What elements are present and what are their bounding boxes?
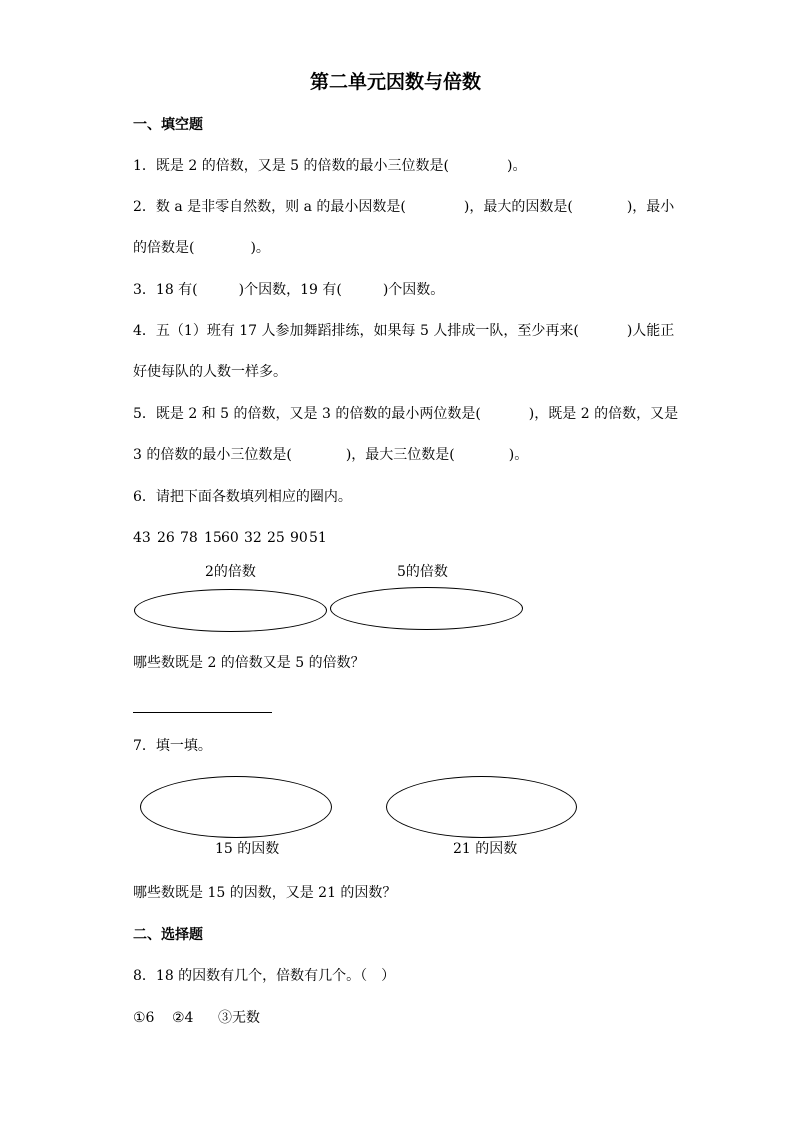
- question-5: [133, 406, 678, 422]
- number-item: 43: [133, 530, 151, 546]
- question-3-mid: )个因数，19 有(: [238, 282, 342, 298]
- question-5-end: )。: [508, 447, 529, 463]
- section-heading-multiple-choice: 二、选择题: [133, 927, 203, 943]
- question-4: [133, 323, 674, 339]
- question-2-end: )。: [250, 240, 270, 256]
- number-item: 51: [309, 530, 327, 546]
- number-item: 26: [157, 530, 175, 546]
- factors-of-15-circle[interactable]: [140, 776, 332, 838]
- page-title: 第二单元因数与倍数: [310, 71, 482, 93]
- question-3-end: )个因数。: [382, 282, 445, 298]
- question-4-text: 4．五（1）班有 17 人参加舞蹈排练，如果每 5 人排成一队，至少再来(: [133, 323, 579, 339]
- option-2[interactable]: ②4: [172, 1010, 194, 1026]
- ellipse-label-factors-of-21: 21 的因数: [453, 841, 518, 857]
- question-5-mid-2: )，最大三位数是(: [345, 447, 455, 463]
- number-item: 60: [221, 530, 239, 546]
- question-7: 7．填一填。: [133, 738, 212, 754]
- question-5-text: 5．既是 2 和 5 的倍数，又是 3 的倍数的最小两位数是(: [133, 406, 481, 422]
- number-item: 15: [204, 530, 222, 546]
- question-1-end: )。: [506, 158, 527, 174]
- ellipse-label-multiples-of-5: 5的倍数: [397, 564, 448, 580]
- question-5-mid: )，既是 2 的倍数，又是: [528, 406, 679, 422]
- question-1: [133, 158, 526, 174]
- question-5-line-2: [133, 447, 528, 463]
- question-2-mid: )，最大的因数是(: [463, 199, 573, 215]
- question-4-line-2: 好使每队的人数一样多。: [133, 364, 287, 380]
- ellipse-label-multiples-of-2: 2的倍数: [205, 564, 256, 580]
- question-7-followup: 哪些数既是 15 的因数，又是 21 的因数？: [133, 885, 397, 901]
- ellipse-label-factors-of-15: 15 的因数: [215, 841, 280, 857]
- question-6: 6．请把下面各数填列相应的圈内。: [133, 489, 352, 505]
- number-item: 90: [290, 530, 308, 546]
- question-2-cont: 的倍数是(: [133, 240, 195, 256]
- question-8: 8．18 的因数有几个，倍数有几个。（ ）: [133, 968, 396, 984]
- option-1[interactable]: ①6: [133, 1010, 155, 1026]
- question-2-line-2: [133, 240, 270, 256]
- question-2-text: 2．数 a 是非零自然数，则 a 的最小因数是(: [133, 199, 406, 215]
- question-3-text: 3．18 有(: [133, 282, 198, 298]
- question-2-tail: )，最小: [626, 199, 675, 215]
- question-4-tail: )人能正: [626, 323, 675, 339]
- question-1-text: 1．既是 2 的倍数，又是 5 的倍数的最小三位数是(: [133, 158, 449, 174]
- question-2: [133, 199, 674, 215]
- number-item: 25: [267, 530, 285, 546]
- number-item: 78: [180, 530, 198, 546]
- factors-of-21-circle[interactable]: [386, 776, 577, 838]
- question-6-followup: 哪些数既是 2 的倍数又是 5 的倍数？: [133, 655, 365, 671]
- multiples-of-5-circle[interactable]: [330, 587, 523, 630]
- section-heading-fill-in: 一、填空题: [133, 117, 203, 133]
- question-5-cont: 3 的倍数的最小三位数是(: [133, 447, 292, 463]
- option-3[interactable]: ③无数: [218, 1010, 260, 1026]
- answer-line[interactable]: [133, 712, 272, 713]
- question-3: [133, 282, 444, 298]
- number-item: 32: [244, 530, 262, 546]
- multiples-of-2-circle[interactable]: [134, 589, 327, 632]
